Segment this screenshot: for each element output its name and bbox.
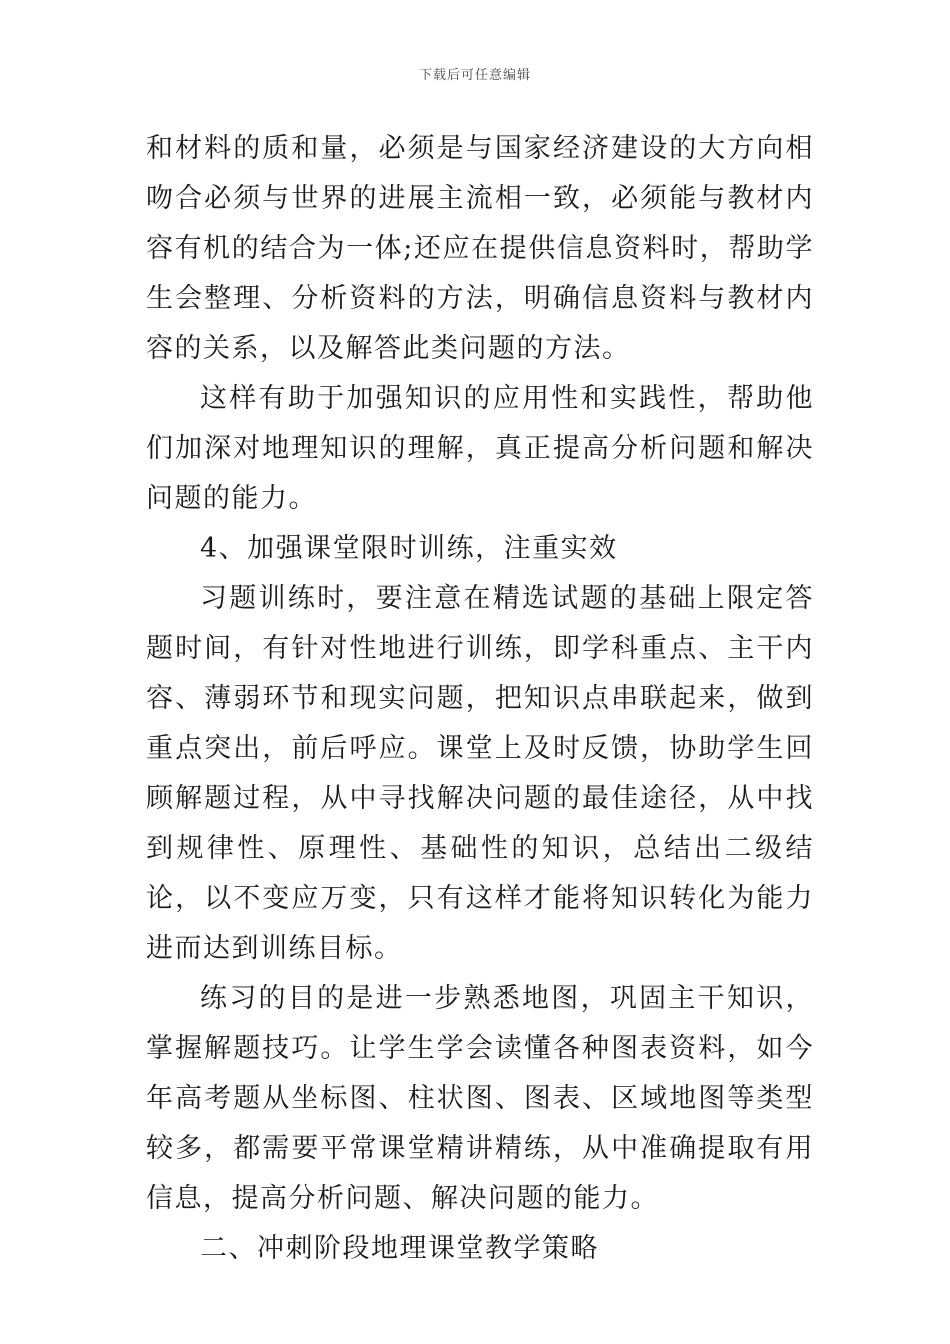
document-body xyxy=(146,124,814,1274)
paragraph: 练习的目的是进一步熟悉地图，巩固主干知识，掌握解题技巧。让学生学会读懂各种图表资料，如今年高考题从坐标图、柱状图、图表、区域地图等类型较多，都需要平常课堂精讲精练，从中准确提取有用信息，提高分析问题、解决问题的能力。 xyxy=(146,983,814,1214)
paragraph: 这样有助于加强知识的应用性和实践性，帮助他们加深对地理知识的理解，真正提高分析问题和解决问题的能力。 xyxy=(146,383,814,514)
paragraph: 习题训练时，要注意在精选试题的基础上限定答题时间，有针对性地进行训练，即学科重点、主干内容、薄弱环节和现实问题，把知识点串联起来，做到重点突出，前后呼应。课堂上及时反馈，协助学生回顾解题过程，从中寻找解决问题的最佳途径，从中找到规律性、原理性、基础性的知识，总结出二级结论，以不变应万变，只有这样才能将知识转化为能力进而达到训练目标。 xyxy=(146,583,814,964)
page-header: 下载后可任意编辑 xyxy=(418,68,531,83)
paragraph-continuation: 和材料的质和量，必须是与国家经济建设的大方向相吻合必须与世界的进展主流相一致，必须能与教材内容有机的结合为一体;还应在提供信息资料时，帮助学生会整理、分析资料的方法，明确信息资料与教材内容的关系，以及解答此类问题的方法。 xyxy=(146,133,814,364)
section-heading: 二、冲刺阶段地理课堂教学策略 xyxy=(200,1233,599,1264)
section-heading: 4、加强课堂限时训练，注重实效 xyxy=(200,533,618,564)
